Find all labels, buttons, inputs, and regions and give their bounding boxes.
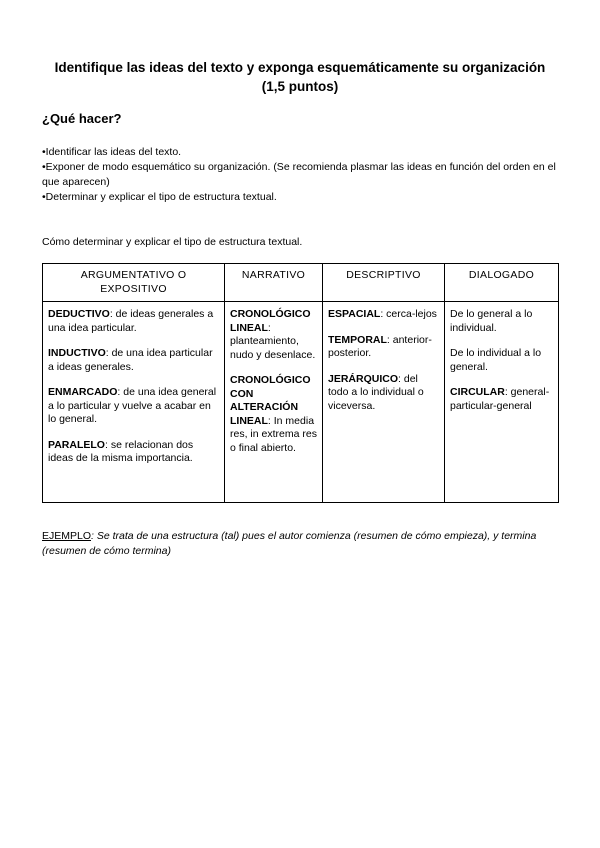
list-item: CRONOLÓGICO LINEAL: planteamiento, nudo y desenlace. (230, 308, 316, 361)
example-label: EJEMPLO (42, 530, 92, 542)
intro-text: Cómo determinar y explicar el tipo de estructura textual. (42, 236, 303, 248)
list-item: ENMARCADO: de una idea general a lo particular y vuelve a acabar en lo general. (48, 386, 217, 425)
cell-narrativo (225, 302, 323, 503)
bullet-item: •Determinar y explicar el tipo de estructura textual. (42, 191, 277, 203)
list-item: JERÁRQUICO: del todo a lo individual o viceversa. (328, 372, 424, 412)
list-item: TEMPORAL: anterior-posterior. (328, 333, 432, 359)
header-narrativo: NARRATIVO (225, 264, 323, 302)
list-item: ESPACIAL: cerca-lejos (328, 308, 437, 320)
list-item: De lo general a lo individual. (450, 308, 533, 334)
cell-descriptivo (323, 302, 445, 503)
header-argumentativo: ARGUMENTATIVO O EXPOSITIVO (43, 264, 225, 302)
page-title (30, 58, 570, 96)
header-descriptivo: DESCRIPTIVO (323, 264, 445, 302)
subtitle: ¿Qué hacer? (42, 111, 122, 126)
header-dialogado: DIALOGADO (445, 264, 559, 302)
title-line-1: Identifique las ideas del texto y exponga esquemáticamente su organización (54, 60, 546, 75)
list-item: PARALELO: se relacionan dos ideas de la misma importancia. (48, 438, 194, 464)
list-item: CRONOLÓGICO CON ALTERACIÓN LINEAL: In media res, in extrema res o final abierto. (230, 374, 317, 454)
example-text: : Se trata de una estructura (tal) pues el autor comienza (resumen de cómo empieza), y termina (resumen de cómo termina) (42, 530, 537, 557)
cell-dialogado (445, 302, 559, 503)
bullet-item: •Exponer de modo esquemático su organización. (Se recomienda plasmar las ideas en función del orden en el que aparecen) (42, 161, 556, 188)
cell-argumentativo (43, 302, 225, 503)
list-item: INDUCTIVO: de una idea particular a ideas generales. (48, 347, 213, 373)
list-item: CIRCULAR: general-particular-general (450, 386, 550, 412)
structure-table (42, 263, 559, 503)
list-item: De lo individual a lo general. (450, 347, 542, 373)
bullet-item: •Identificar las ideas del texto. (42, 146, 182, 158)
example-paragraph (42, 529, 562, 559)
list-item: DEDUCTIVO: de ideas generales a una idea particular. (48, 308, 214, 334)
title-line-2: (1,5 puntos) (261, 79, 339, 94)
bullet-list (42, 145, 562, 205)
